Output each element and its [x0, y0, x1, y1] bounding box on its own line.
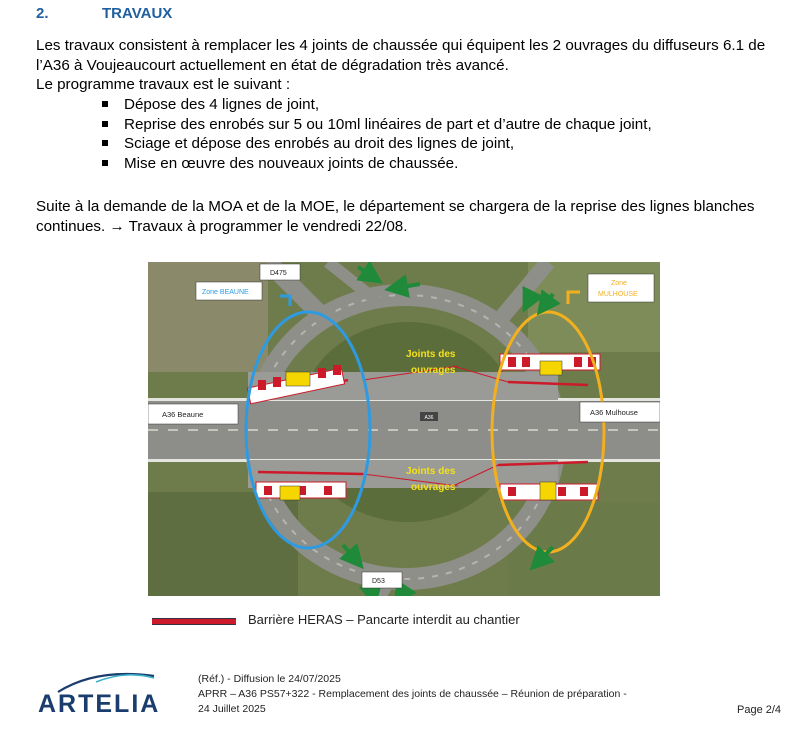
footer-ref: (Réf.) - Diffusion le 24/07/2025: [198, 673, 341, 685]
artelia-logo: [38, 668, 178, 720]
section-number: 2.: [36, 5, 49, 22]
joints-bottom-label-2: ouvrages: [411, 482, 456, 493]
d475-label: D475: [270, 270, 287, 277]
footer-project: APRR – A36 PS57+322 - Remplacement des joints de chaussée – Réunion de préparation -: [198, 688, 627, 700]
logo-wordmark: ARTELIA: [38, 690, 161, 718]
bullet-square-icon: [102, 140, 108, 146]
a36-bridge-label: A36: [424, 415, 434, 421]
a36-mulhouse-label: A36 Mulhouse: [590, 408, 638, 417]
map-legend: [152, 612, 572, 630]
followup-line-1: Suite à la demande de la MOA et de la MOE, le département se chargera de la reprise des lignes blanches: [36, 198, 755, 215]
intro-line-2: l’A36 à Voujeaucourt actuellement en état de dégradation très avancé.: [36, 56, 509, 74]
list-item-text: Sciage et dépose des enrobés au droit des lignes de joint,: [124, 135, 515, 152]
a36-beaune-label: A36 Beaune: [162, 410, 204, 419]
zone-beaune-label: Zone BEAUNE: [202, 289, 249, 296]
intro-paragraph: [36, 36, 776, 95]
bullet-square-icon: [102, 101, 108, 107]
list-item: [36, 115, 776, 135]
list-item-text: Reprise des enrobés sur 5 ou 10ml linéaires de part et d’autre de chaque joint,: [124, 115, 652, 133]
followup-paragraph: [36, 197, 776, 236]
barrier-swatch: [152, 618, 236, 625]
followup-line-2: continues. → Travaux à programmer le vendredi 22/08.: [36, 217, 408, 235]
intro-line-1: Les travaux consistent à remplacer les 4 joints de chaussée qui équipent les 2 ouvrages du diffuseurs 6.1 de: [36, 37, 766, 54]
joints-top-label-2: ouvrages: [411, 365, 456, 376]
bullet-square-icon: [102, 121, 108, 127]
zone-mulhouse-label-2: MULHOUSE: [598, 291, 638, 298]
list-item: [36, 154, 776, 174]
works-list: [36, 95, 776, 173]
legend-text: Barrière HERAS – Pancarte interdit au chantier: [248, 612, 520, 627]
zone-mulhouse-label-1: Zone: [611, 280, 627, 287]
footer-date: 24 Juillet 2025: [198, 703, 266, 715]
joints-bottom-label-1: Joints des: [406, 466, 456, 477]
list-item-text: Mise en œuvre des nouveaux joints de chaussée.: [124, 154, 459, 172]
intro-line-3: Le programme travaux est le suivant :: [36, 76, 291, 93]
list-item: [36, 134, 776, 154]
section-title: TRAVAUX: [102, 5, 173, 22]
footer-info: [198, 672, 668, 717]
list-item-text: Dépose des 4 lignes de joint,: [124, 96, 320, 113]
page-number: Page 2/4: [737, 704, 782, 716]
list-item: [36, 95, 776, 115]
map-illustration: [148, 262, 660, 596]
bullet-square-icon: [102, 160, 108, 166]
d53-label: D53: [372, 578, 385, 585]
site-aerial-map: [148, 262, 660, 596]
joints-top-label-1: Joints des: [406, 349, 456, 360]
